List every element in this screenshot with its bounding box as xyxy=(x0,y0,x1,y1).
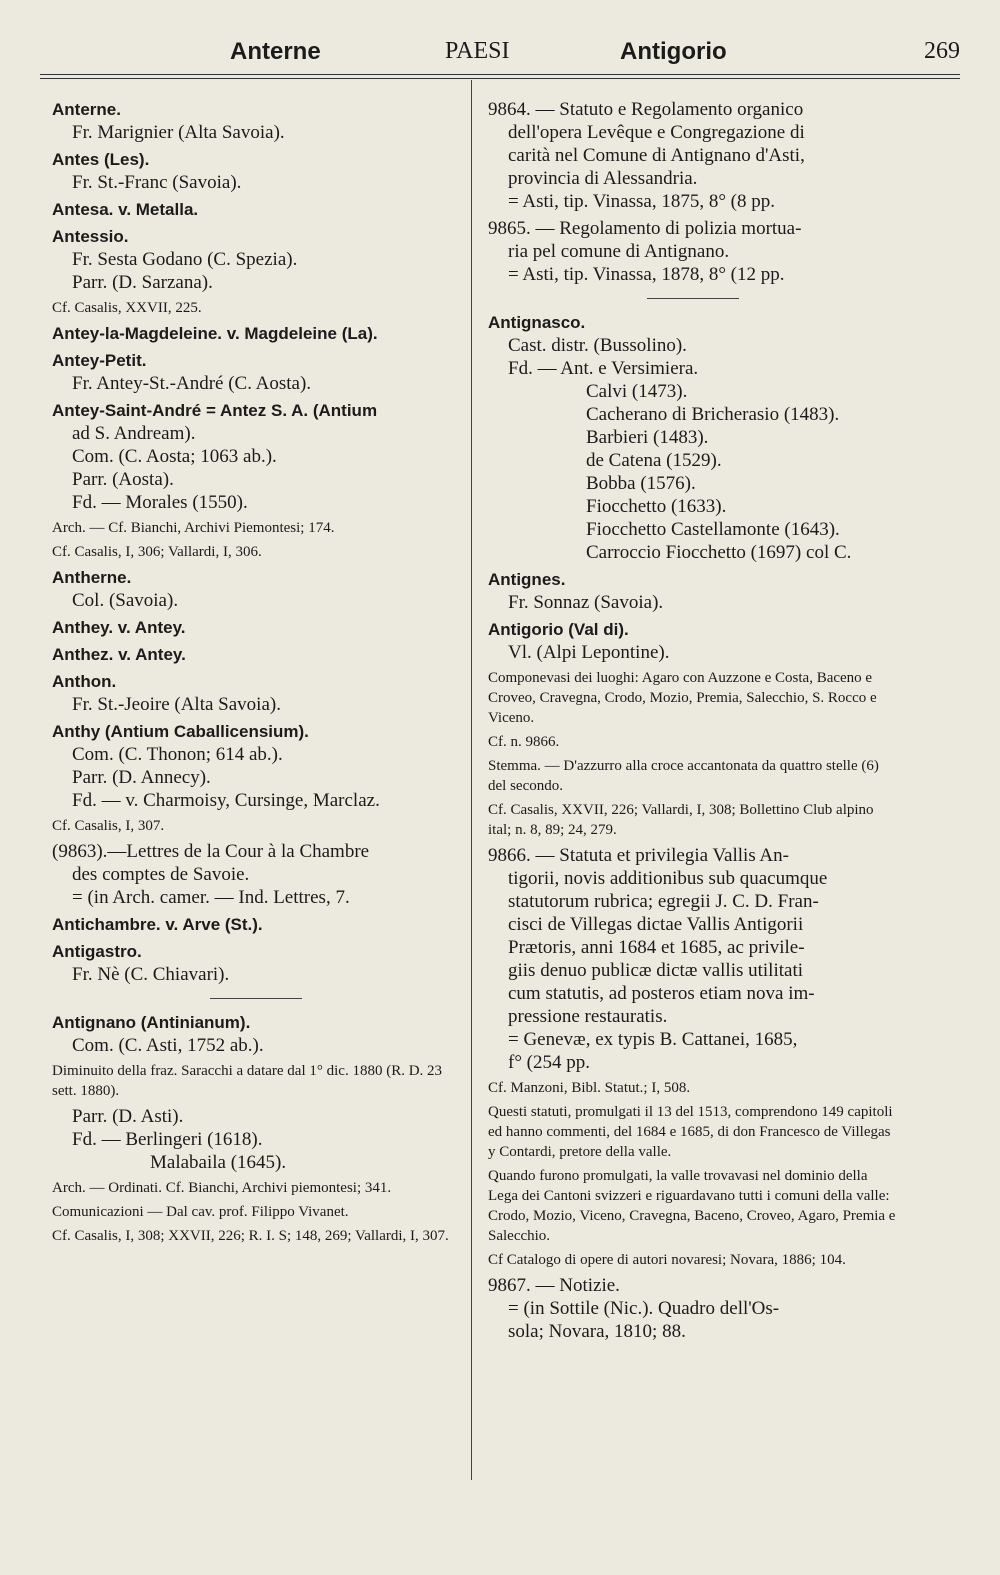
entry-line: Parr. (D. Annecy). xyxy=(72,767,211,788)
entry-note: Stemma. — D'azzurro alla croce accantonata da quattro stelle (6) del secondo. xyxy=(488,758,879,794)
entry-note: Cf. Manzoni, Bibl. Statut.; I, 508. xyxy=(488,1080,691,1096)
entry-line: pressione restauratis. xyxy=(508,1006,668,1027)
entry-line: = (in Sottile (Nic.). Quadro dell'Os- xyxy=(508,1298,780,1319)
gazetteer-entry xyxy=(52,349,460,395)
column-divider xyxy=(471,80,472,1480)
header-rule xyxy=(40,74,960,75)
entry-headword: Antignasco. xyxy=(488,313,586,332)
gazetteer-entry xyxy=(52,322,460,345)
entry-line: Fr. Marignier (Alta Savoia). xyxy=(72,122,285,143)
entry-line: cisci de Villegas dictae Vallis Antigorii xyxy=(508,914,804,935)
entry-note: Cf. Casalis, XXVII, 225. xyxy=(52,300,202,316)
entry-line: ad S. Andream). xyxy=(72,423,196,444)
entry-line: giis denuo publicæ dictæ vallis utilitati xyxy=(508,960,804,981)
entry-line: Vl. (Alpi Lepontine). xyxy=(508,642,670,663)
entry-line: carità nel Comune di Antignano d'Asti, xyxy=(508,145,805,166)
entry-note: Questi statuti, promulgati il 13 del 1513, comprendono 149 capitoli ed hanno commenti, del 1684 e 1685, di don Francesco de Villegas y Contardi, pretore della valle. xyxy=(488,1104,893,1160)
entry-headword: Antichambre. v. Arve (St.). xyxy=(52,915,263,934)
running-header xyxy=(40,38,960,72)
entry-headword: Antessio. xyxy=(52,227,129,246)
entry-line: Fiocchetto (1633). xyxy=(586,496,727,517)
gazetteer-entry xyxy=(52,816,460,836)
section-rule xyxy=(210,998,302,999)
gazetteer-entry xyxy=(52,720,460,812)
gazetteer-entry xyxy=(52,148,460,194)
entry-line: 9867. — Notizie. xyxy=(488,1275,620,1296)
gazetteer-entry xyxy=(52,670,460,716)
entry-headword: Anthon. xyxy=(52,672,117,691)
entry-line: Fr. Sesta Godano (C. Spezia). xyxy=(72,249,298,270)
entry-line: provincia di Alessandria. xyxy=(508,168,698,189)
gazetteer-entry xyxy=(488,618,898,664)
gazetteer-entry xyxy=(488,568,898,614)
entry-line: Fr. Nè (C. Chiavari). xyxy=(72,964,230,985)
entry-line: statutorum rubrica; egregii J. C. D. Fran- xyxy=(508,891,819,912)
entry-line: tigorii, novis additionibus sub quacumque xyxy=(508,868,828,889)
gazetteer-entry xyxy=(488,1102,898,1162)
entry-line: Calvi (1473). xyxy=(586,381,688,402)
entry-line: f° (254 pp. xyxy=(508,1052,591,1073)
header-right-title: Antigorio xyxy=(620,38,727,65)
entry-line: des comptes de Savoie. xyxy=(72,864,250,885)
gazetteer-entry xyxy=(52,913,460,936)
entry-line: Prætoris, anni 1684 et 1685, ac privile- xyxy=(508,937,805,958)
gazetteer-entry xyxy=(488,1250,898,1270)
gazetteer-entry xyxy=(52,1202,460,1222)
gazetteer-entry xyxy=(488,217,898,286)
gazetteer-entry xyxy=(52,542,460,562)
entry-note: Cf Catalogo di opere di autori novaresi; Novara, 1886; 104. xyxy=(488,1252,846,1268)
section-rule xyxy=(647,298,739,299)
entry-line: 9865. — Regolamento di polizia mortua- xyxy=(488,218,802,239)
entry-line: 9866. — Statuta et privilegia Vallis An- xyxy=(488,845,789,866)
entry-line: Fd. — Morales (1550). xyxy=(72,492,248,513)
entry-headword: Antes (Les). xyxy=(52,150,150,169)
entry-headword: Antesa. v. Metalla. xyxy=(52,200,199,219)
gazetteer-entry xyxy=(488,311,898,564)
gazetteer-entry xyxy=(52,399,460,514)
right-column xyxy=(488,98,898,1347)
entry-line: ria pel comune di Antignano. xyxy=(508,241,730,262)
entry-note: Quando furono promulgati, la valle trovavasi nel dominio della Lega dei Cantoni svizzeri e riguardavano tutti i comuni della valle: Crodo, Mozio, Viceno, Cravegna, Baceno, Croveo, Agaro, Premia e Salecchio. xyxy=(488,1168,896,1244)
entry-line: Parr. (Aosta). xyxy=(72,469,174,490)
gazetteer-entry xyxy=(52,198,460,221)
entry-line: (9863).—Lettres de la Cour à la Chambre xyxy=(52,841,370,862)
gazetteer-entry xyxy=(52,298,460,318)
entry-headword: Antherne. xyxy=(52,568,132,587)
gazetteer-entry xyxy=(52,1178,460,1198)
entry-line: Parr. (D. Asti). xyxy=(72,1106,184,1127)
entry-note: Cf. Casalis, I, 307. xyxy=(52,818,165,834)
entry-line: dell'opera Levêque e Congregazione di xyxy=(508,122,805,143)
gazetteer-entry xyxy=(52,1226,460,1246)
entry-line: Com. (C. Thonon; 614 ab.). xyxy=(72,744,283,765)
gazetteer-entry xyxy=(488,844,898,1074)
entry-line: Malabaila (1645). xyxy=(150,1152,287,1173)
entry-headword: Anthey. v. Antey. xyxy=(52,618,186,637)
entry-line: = Asti, tip. Vinassa, 1878, 8° (12 pp. xyxy=(508,264,785,285)
entry-line: Fiocchetto Castellamonte (1643). xyxy=(586,519,840,540)
gazetteer-entry xyxy=(52,940,460,986)
entry-headword: Antey-Petit. xyxy=(52,351,147,370)
entry-note: Componevasi dei luoghi: Agaro con Auzzone e Costa, Baceno e Croveo, Cravegna, Crodo, Mozio, Premia, Salecchio, S. Rocco e Viceno. xyxy=(488,670,877,726)
gazetteer-entry xyxy=(52,643,460,666)
entry-headword: Antey-la-Magdeleine. v. Magdeleine (La). xyxy=(52,324,378,343)
left-column xyxy=(52,98,460,1250)
gazetteer-entry xyxy=(488,1274,898,1343)
entry-headword: Antignano (Antinianum). xyxy=(52,1013,251,1032)
entry-headword: Antigastro. xyxy=(52,942,142,961)
gazetteer-entry xyxy=(488,98,898,213)
entry-line: Fr. St.-Jeoire (Alta Savoia). xyxy=(72,694,281,715)
gazetteer-entry xyxy=(488,800,898,840)
gazetteer-entry xyxy=(488,1166,898,1246)
gazetteer-entry xyxy=(488,668,898,728)
entry-note: Cf. Casalis, XXVII, 226; Vallardi, I, 308; Bollettino Club alpino ital; n. 8, 89; 24, 279. xyxy=(488,802,874,838)
entry-line: Carroccio Fiocchetto (1697) col C. xyxy=(586,542,852,563)
gazetteer-entry xyxy=(488,732,898,752)
entry-note: Arch. — Ordinati. Cf. Bianchi, Archivi piemontesi; 341. xyxy=(52,1180,392,1196)
entry-line: Fd. — Ant. e Versimiera. xyxy=(508,358,699,379)
gazetteer-entry xyxy=(488,1078,898,1098)
gazetteer-entry xyxy=(52,98,460,144)
gazetteer-entry xyxy=(52,1105,460,1174)
entry-line: Parr. (D. Sarzana). xyxy=(72,272,213,293)
entry-line: = Genevæ, ex typis B. Cattanei, 1685, xyxy=(508,1029,798,1050)
entry-headword: Antey-Saint-André = Antez S. A. (Antium xyxy=(52,401,378,420)
entry-line: Col. (Savoia). xyxy=(72,590,179,611)
entry-line: Fd. — v. Charmoisy, Cursinge, Marclaz. xyxy=(72,790,380,811)
entry-line: Com. (C. Aosta; 1063 ab.). xyxy=(72,446,277,467)
entry-line: = Asti, tip. Vinassa, 1875, 8° (8 pp. xyxy=(508,191,775,212)
entry-line: Fr. Sonnaz (Savoia). xyxy=(508,592,664,613)
entry-line: Fd. — Berlingeri (1618). xyxy=(72,1129,263,1150)
gazetteer-entry xyxy=(52,1011,460,1057)
entry-line: Fr. St.-Franc (Savoia). xyxy=(72,172,242,193)
gazetteer-entry xyxy=(52,1061,460,1101)
header-rule-double xyxy=(40,78,960,79)
entry-line: sola; Novara, 1810; 88. xyxy=(508,1321,686,1342)
entry-headword: Antignes. xyxy=(488,570,566,589)
entry-line: de Catena (1529). xyxy=(586,450,722,471)
entry-headword: Anthy (Antium Caballicensium). xyxy=(52,722,309,741)
entry-headword: Antigorio (Val di). xyxy=(488,620,629,639)
entry-line: 9864. — Statuto e Regolamento organico xyxy=(488,99,804,120)
header-left-title: Anterne xyxy=(230,38,321,65)
gazetteer-entry xyxy=(488,756,898,796)
entry-line: Bobba (1576). xyxy=(586,473,696,494)
page-number: 269 xyxy=(924,38,960,64)
entry-line: cum statutis, ad posteros etiam nova im- xyxy=(508,983,815,1004)
entry-line: Barbieri (1483). xyxy=(586,427,709,448)
entry-note: Comunicazioni — Dal cav. prof. Filippo Vivanet. xyxy=(52,1204,349,1220)
header-center-title: PAESI xyxy=(445,38,510,64)
entry-headword: Anterne. xyxy=(52,100,121,119)
entry-line: Cacherano di Bricherasio (1483). xyxy=(586,404,840,425)
entry-note: Diminuito della fraz. Saracchi a datare dal 1° dic. 1880 (R. D. 23 sett. 1880). xyxy=(52,1063,443,1099)
entry-note: Cf. n. 9866. xyxy=(488,734,560,750)
entry-note: Arch. — Cf. Bianchi, Archivi Piemontesi; 174. xyxy=(52,520,335,536)
entry-line: Cast. distr. (Bussolino). xyxy=(508,335,687,356)
gazetteer-entry xyxy=(52,566,460,612)
entry-note: Cf. Casalis, I, 308; XXVII, 226; R. I. S; 148, 269; Vallardi, I, 307. xyxy=(52,1228,449,1244)
gazetteer-entry xyxy=(52,840,460,909)
entry-line: Com. (C. Asti, 1752 ab.). xyxy=(72,1035,264,1056)
entry-note: Cf. Casalis, I, 306; Vallardi, I, 306. xyxy=(52,544,262,560)
entry-line: Fr. Antey-St.-André (C. Aosta). xyxy=(72,373,312,394)
gazetteer-entry xyxy=(52,225,460,294)
entry-headword: Anthez. v. Antey. xyxy=(52,645,186,664)
entry-line: = (in Arch. camer. — Ind. Lettres, 7. xyxy=(72,887,350,908)
gazetteer-entry xyxy=(52,616,460,639)
gazetteer-entry xyxy=(52,518,460,538)
